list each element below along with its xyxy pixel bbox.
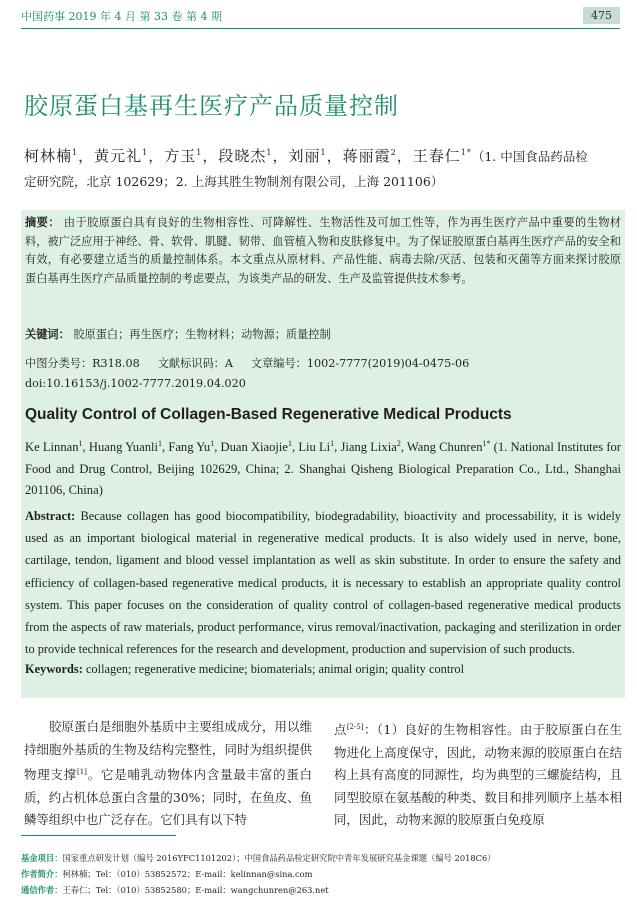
chinese-author-name: 刘丽 — [288, 147, 321, 165]
chinese-affiliation-end: 定研究院，北京 102629；2. 上海其胜生物制剂有限公司，上海 201106） — [24, 174, 444, 189]
chinese-author-affiliation-mark: 1* — [460, 148, 472, 157]
english-author-name: Duan Xiaojie — [220, 440, 289, 455]
author-separator: , — [162, 440, 169, 455]
article-number: 文章编号：1002-7777(2019)04-0475-06 — [250, 357, 470, 370]
chinese-author-name: 段晓杰 — [218, 147, 267, 165]
english-author-name: Liu Li — [298, 440, 331, 455]
doi[interactable]: doi:10.16153/j.1002-7777.2019.04.020 — [25, 377, 246, 390]
classification-info — [25, 354, 469, 394]
english-author-affiliation-mark: 1 — [158, 439, 162, 448]
author-separator: ， — [148, 147, 165, 165]
english-author-affiliation-mark: 1 — [288, 439, 293, 448]
author-separator: , — [82, 440, 89, 455]
chinese-author-affiliation-mark: 1 — [142, 148, 149, 157]
author-separator: ， — [78, 147, 95, 165]
footnote-divider — [21, 835, 176, 836]
chinese-keywords-text: 胶原蛋白；再生医疗；生物材料；动物源；质量控制 — [73, 328, 331, 341]
author-separator: , — [214, 440, 221, 455]
english-author-list — [25, 440, 491, 454]
chinese-author-affiliation-mark: 1 — [196, 148, 203, 157]
chinese-title: 胶原蛋白基再生医疗产品质量控制 — [24, 92, 399, 120]
author-separator: , — [292, 440, 299, 455]
footnotes — [21, 850, 621, 898]
english-author-name: Jiang Lixia — [340, 440, 397, 455]
body-right-text-a: 点 — [334, 722, 347, 738]
english-author-name: Ke Linnan — [25, 440, 79, 455]
chinese-abstract-text: 由于胶原蛋白具有良好的生物相容性、可降解性、生物活性及可加工性等，作为再生医疗产品中重要的生物材料，被广泛应用于神经、骨、软骨、肌腱、韧带、血管植入物和皮肤修复中。为了保证胶原蛋白基再生医疗产品的安全和有效，有必要建立适当的质量控制体系。本文重点从原材料、产品性能、病毒去除/灭活、包装和灭菌等方面来探讨胶原蛋白基再生医疗产品质量控制的考虑要点，为该类产品的研发、生产及监管提供技术参考。 — [25, 216, 621, 285]
chinese-author-affiliation-mark: 1 — [72, 148, 79, 157]
funding-note: 基金项目：国家重点研发计划（编号 2016YFC1101202）；中国食品药品检定研究院中青年发展研究基金课题（编号 2018C6） — [21, 853, 496, 863]
chinese-author-list — [24, 147, 472, 165]
journal-info: 中国药事 2019 年 4 月 第 33 卷 第 4 期 — [21, 10, 222, 23]
chinese-abstract — [25, 213, 621, 288]
english-abstract-label: Abstract: — [25, 509, 76, 523]
english-keywords-text: collagen; regenerative medicine; biomaterials; animal origin; quality control — [85, 662, 465, 676]
english-author-affiliation-mark: 1 — [210, 439, 215, 448]
body-left-text-b: 。它是哺乳动物体内含量最丰富的蛋白质，约占机体总蛋白含量的30%；同时，在鱼皮、鱼鳞等组织中也广泛存在。它们具有以下特 — [24, 767, 313, 828]
english-author-name: Fang Yu — [168, 440, 211, 455]
english-author-affiliation-mark: 1 — [330, 439, 335, 448]
chinese-author-name: 王春仁 — [412, 147, 461, 165]
chinese-author-affiliation-mark: 1 — [266, 148, 273, 157]
body-column-right — [334, 716, 622, 832]
body-right-text-b: ：（1）良好的生物相容性。由于胶原蛋白在生物进化上高度保守，因此，动物来源的胶原蛋白在结构上具有高度的同源性，均为典型的三螺旋结构，且同型胶原在氨基酸的种类、数目和排列顺序上基本相同，因此，动物来源的胶原蛋白免疫原 — [334, 722, 623, 828]
citation-ref[interactable]: [2-5] — [346, 723, 364, 731]
page-number: 475 — [583, 7, 620, 24]
chinese-author-block — [24, 140, 622, 194]
chinese-author-name: 黄元礼 — [94, 147, 143, 165]
chinese-author-affiliation-mark: 2 — [390, 148, 397, 157]
chinese-author-affiliation-mark: 1 — [320, 148, 327, 157]
clc-number: 中图分类号：R318.08 — [25, 357, 140, 370]
english-author-name: Huang Yuanli — [88, 440, 158, 455]
chinese-author-name: 柯林楠 — [24, 147, 73, 165]
author-bio-note: 作者简介：柯林楠；Tel：（010）53852572；E-mail：kelinnan@sina.com — [21, 869, 313, 879]
english-author-affiliation-mark: 1* — [482, 439, 491, 448]
citation-ref[interactable]: [1] — [76, 768, 87, 776]
english-author-name: Wang Chunren — [406, 440, 483, 455]
author-separator: , — [334, 440, 341, 455]
english-author-affiliation-mark: 1 — [78, 439, 83, 448]
chinese-author-name: 方玉 — [164, 147, 197, 165]
chinese-keywords-label: 关键词： — [25, 327, 70, 341]
chinese-keywords — [25, 326, 331, 342]
body-left-text-a: 胶原蛋白是细胞外基质中主要组成成分，用以维持细胞外基质的生物及结构完整性，同时为组织提供物理支撑 — [24, 719, 312, 783]
english-abstract — [25, 505, 621, 660]
english-keywords — [25, 662, 464, 677]
english-author-affiliation-mark: 2 — [396, 439, 401, 448]
chinese-abstract-label: 摘要： — [25, 215, 60, 229]
running-header — [21, 8, 620, 26]
english-keywords-label: Keywords: — [25, 662, 83, 676]
author-separator: ， — [202, 147, 219, 165]
chinese-author-name: 蒋丽霞 — [342, 147, 391, 165]
author-separator: ， — [272, 147, 289, 165]
english-author-block — [25, 433, 621, 502]
english-affiliation: (1. National Institutes for Food and Drug Control, Beijing 102629, China; 2. Shanghai Qisheng Biological Preparation Co., Ltd., Shanghai 201106, China) — [25, 440, 622, 498]
author-separator: ， — [326, 147, 343, 165]
body-column-left — [24, 716, 312, 832]
chinese-affiliation-start: （1. 中国食品药品检 — [471, 149, 588, 164]
author-separator: , — [400, 440, 407, 455]
header-divider — [21, 28, 620, 29]
author-separator: ， — [396, 147, 413, 165]
document-code: 文献标识码：A — [157, 357, 233, 370]
english-title: Quality Control of Collagen-Based Regenerative Medical Products — [25, 406, 512, 423]
english-abstract-text: Because collagen has good biocompatibility, biodegradability, bioactivity and processability, it is widely used as an important biological material in regenerative medical products. It is also widely used in nerve, bone, cartilage, tendon, ligament and blood vessel implantation as well as skin substitute. In order to ensure the safety and efficiency of collagen-based regenerative medical products, it is necessary to establish an appropriate quality control system. This paper focuses on the consideration of quality control of collagen-based regenerative medical products from the aspects of raw materials, product performance, virus removal/inactivation, packaging and sterilization in order to provide technical references for the research and development, production and supervision of such products. — [25, 509, 622, 657]
corresponding-author-note: 通信作者：王春仁；Tel：（010）53852580；E-mail：wangchunren@263.net — [21, 885, 329, 895]
